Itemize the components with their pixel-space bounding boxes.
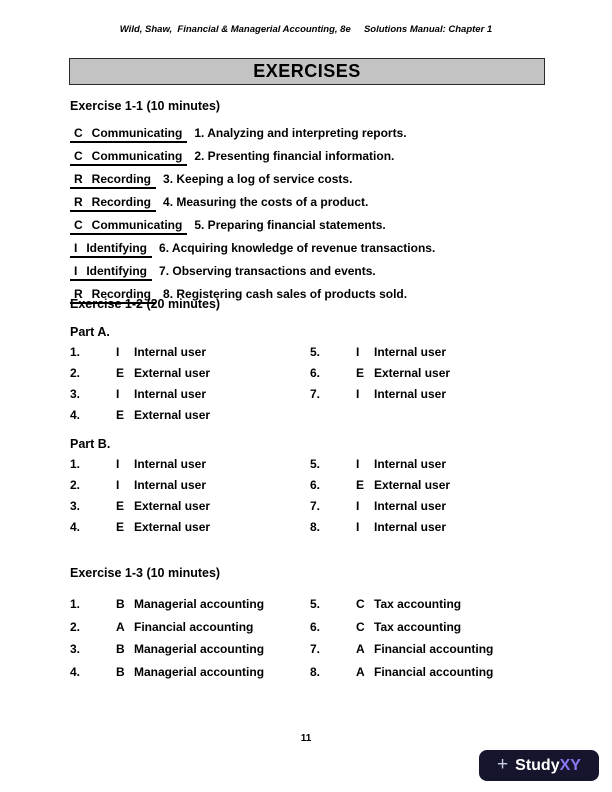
item-code: I: [356, 345, 360, 359]
item-code: A: [356, 664, 365, 679]
item-number: 8.: [310, 664, 321, 679]
item-code: E: [116, 366, 125, 380]
row-right: [310, 643, 550, 656]
answer-word: Communicating: [91, 149, 183, 163]
answer-blank: [70, 150, 187, 166]
item-text: 2. Presenting financial information.: [194, 149, 395, 163]
row-left: [70, 666, 310, 679]
item-code: B: [116, 597, 125, 611]
ex13-row-4: [70, 666, 572, 679]
item-text: 4. Measuring the costs of a product.: [163, 195, 369, 209]
part-b-row-3: [70, 500, 572, 513]
answer-code: R: [74, 172, 83, 186]
answer-blank: [70, 127, 187, 143]
answer-row-7: [70, 265, 572, 281]
answer-code: R: [74, 287, 83, 301]
item-label: Tax accounting: [374, 597, 462, 611]
item-label: Financial accounting: [374, 642, 494, 656]
item-code: C: [356, 619, 365, 634]
item-label: [374, 409, 550, 422]
item-text: 1. Analyzing and interpreting reports.: [194, 126, 407, 140]
item-number: 4.: [70, 664, 81, 679]
item-code: E: [116, 520, 125, 534]
ex13-row-1: [70, 598, 572, 611]
item-label: Managerial accounting: [134, 664, 265, 679]
part-b-row-2: [70, 479, 572, 492]
item-number: 3.: [70, 642, 81, 656]
item-label: Internal user: [134, 457, 207, 471]
row-right: [310, 598, 550, 611]
item-label: Internal user: [374, 520, 447, 534]
item-number: 1.: [70, 345, 81, 359]
row-left: [70, 346, 310, 359]
exercise-1-3-title: Exercise 1-3 (10 minutes): [70, 566, 221, 580]
part-a-row-2: [70, 367, 572, 380]
exercise-1-2-title: Exercise 1-2 (20 minutes): [70, 297, 221, 311]
answer-blank: [70, 265, 152, 281]
item-code: B: [116, 642, 125, 656]
item-code: E: [356, 478, 365, 492]
row-right: [310, 409, 550, 422]
row-left: [70, 500, 310, 513]
answer-word: Communicating: [91, 126, 183, 140]
item-number: 5.: [310, 345, 321, 359]
item-label: Internal user: [374, 387, 447, 401]
item-label: Internal user: [134, 345, 207, 359]
item-label: External user: [134, 520, 211, 534]
answer-code: R: [74, 195, 83, 209]
item-number: 5.: [310, 597, 321, 611]
part-a-row-1: [70, 346, 572, 359]
part-b-row-1: [70, 458, 572, 471]
item-code: I: [116, 387, 120, 401]
row-right: [310, 621, 550, 634]
answer-word: Recording: [91, 172, 152, 186]
item-label: Managerial accounting: [134, 597, 265, 611]
page-number: 11: [300, 733, 312, 744]
item-code: I: [116, 457, 120, 471]
ex13-row-3: [70, 643, 572, 656]
item-label: Tax accounting: [374, 619, 462, 634]
row-left: [70, 598, 310, 611]
row-left: [70, 458, 310, 471]
row-left: [70, 388, 310, 401]
document-header: Wild, Shaw, Financial & Managerial Accounting, 8e Solutions Manual: Chapter 1: [119, 24, 493, 35]
answer-word: Communicating: [91, 218, 183, 232]
ex13-row-2: [70, 621, 572, 634]
row-right: [310, 521, 550, 534]
part-a-label: Part A.: [70, 325, 110, 339]
item-number: 7.: [310, 387, 321, 401]
answer-row-5: [70, 219, 572, 235]
item-number: 1.: [70, 597, 81, 611]
item-text: 3. Keeping a log of service costs.: [163, 172, 353, 186]
item-code: E: [116, 499, 125, 513]
item-code: B: [116, 664, 125, 679]
item-number: 6.: [310, 366, 321, 380]
answer-word: Identifying: [86, 264, 148, 278]
logo-wordmark: [515, 757, 581, 775]
answer-word: Recording: [91, 195, 152, 209]
item-label: Internal user: [374, 499, 447, 513]
item-number: 4.: [70, 520, 81, 534]
row-left: [70, 521, 310, 534]
item-code: A: [356, 642, 365, 656]
item-text: 5. Preparing financial statements.: [194, 218, 386, 232]
item-label: Financial accounting: [374, 664, 494, 679]
item-code: C: [356, 597, 365, 611]
item-number: [310, 409, 356, 422]
answer-blank: [70, 219, 187, 235]
answer-blank: [70, 196, 156, 212]
item-label: Internal user: [374, 345, 447, 359]
answer-code: C: [74, 126, 83, 140]
answer-blank: [70, 173, 156, 189]
item-label: Internal user: [374, 457, 447, 471]
item-number: 2.: [70, 478, 81, 492]
answer-row-4: [70, 196, 572, 212]
answer-row-1: [70, 127, 572, 143]
item-code: A: [116, 619, 125, 634]
row-right: [310, 500, 550, 513]
row-left: [70, 621, 310, 634]
item-number: 5.: [310, 457, 321, 471]
item-number: 6.: [310, 619, 321, 634]
item-label: Internal user: [134, 478, 207, 492]
answer-row-6: [70, 242, 572, 258]
item-code: I: [356, 499, 360, 513]
row-left: [70, 409, 310, 422]
item-text: 7. Observing transactions and events.: [159, 264, 376, 278]
item-code: E: [356, 366, 365, 380]
studyxy-logo: [479, 750, 599, 781]
item-label: Internal user: [134, 387, 207, 401]
answer-code: I: [74, 241, 78, 255]
item-text: 6. Acquiring knowledge of revenue transactions.: [159, 241, 436, 255]
item-label: External user: [374, 366, 451, 380]
answer-code: C: [74, 149, 83, 163]
exercise-1-1-section: [70, 99, 572, 311]
row-right: [310, 367, 550, 380]
row-left: [70, 643, 310, 656]
item-code: I: [116, 345, 120, 359]
part-b-row-4: [70, 521, 572, 534]
exercise-1-3-section: [70, 566, 572, 688]
item-number: 4.: [70, 408, 81, 422]
item-number: 7.: [310, 499, 321, 513]
row-right: [310, 666, 550, 679]
row-right: [310, 458, 550, 471]
part-a-row-3: [70, 388, 572, 401]
exercise-1-2-section: [70, 297, 572, 542]
item-number: 2.: [70, 366, 81, 380]
plus-icon: +: [497, 754, 509, 775]
item-code: I: [356, 387, 360, 401]
row-left: [70, 367, 310, 380]
item-code: I: [356, 520, 360, 534]
answer-word: Identifying: [86, 241, 148, 255]
item-number: 8.: [310, 520, 321, 534]
item-label: Managerial accounting: [134, 642, 265, 656]
item-label: External user: [134, 366, 211, 380]
row-right: [310, 388, 550, 401]
item-label: External user: [134, 408, 211, 422]
item-label: Financial accounting: [134, 619, 254, 634]
row-right: [310, 346, 550, 359]
item-text: 8. Registering cash sales of products sold.: [163, 287, 408, 301]
item-code: I: [356, 457, 360, 471]
answer-word: Recording: [91, 287, 152, 301]
item-number: 3.: [70, 499, 81, 513]
item-code: E: [116, 408, 125, 422]
item-number: 7.: [310, 642, 321, 656]
item-number: 3.: [70, 387, 81, 401]
logo-study-text: Study: [515, 756, 560, 774]
part-b-label: Part B.: [70, 437, 111, 451]
exercises-banner: EXERCISES: [69, 58, 545, 85]
answer-code: C: [74, 218, 83, 232]
row-left: [70, 479, 310, 492]
answer-row-2: [70, 150, 572, 166]
logo-xy-text: XY: [559, 756, 581, 774]
item-number: 1.: [70, 457, 81, 471]
answer-code: I: [74, 264, 78, 278]
item-code: I: [116, 478, 120, 492]
row-right: [310, 479, 550, 492]
item-code: [356, 409, 374, 422]
item-number: 6.: [310, 478, 321, 492]
item-label: External user: [134, 499, 211, 513]
answer-row-3: [70, 173, 572, 189]
answer-blank: [70, 242, 152, 258]
exercise-1-1-title: Exercise 1-1 (10 minutes): [70, 99, 221, 113]
part-a-row-4: [70, 409, 572, 422]
item-label: External user: [374, 478, 451, 492]
item-number: 2.: [70, 619, 81, 634]
